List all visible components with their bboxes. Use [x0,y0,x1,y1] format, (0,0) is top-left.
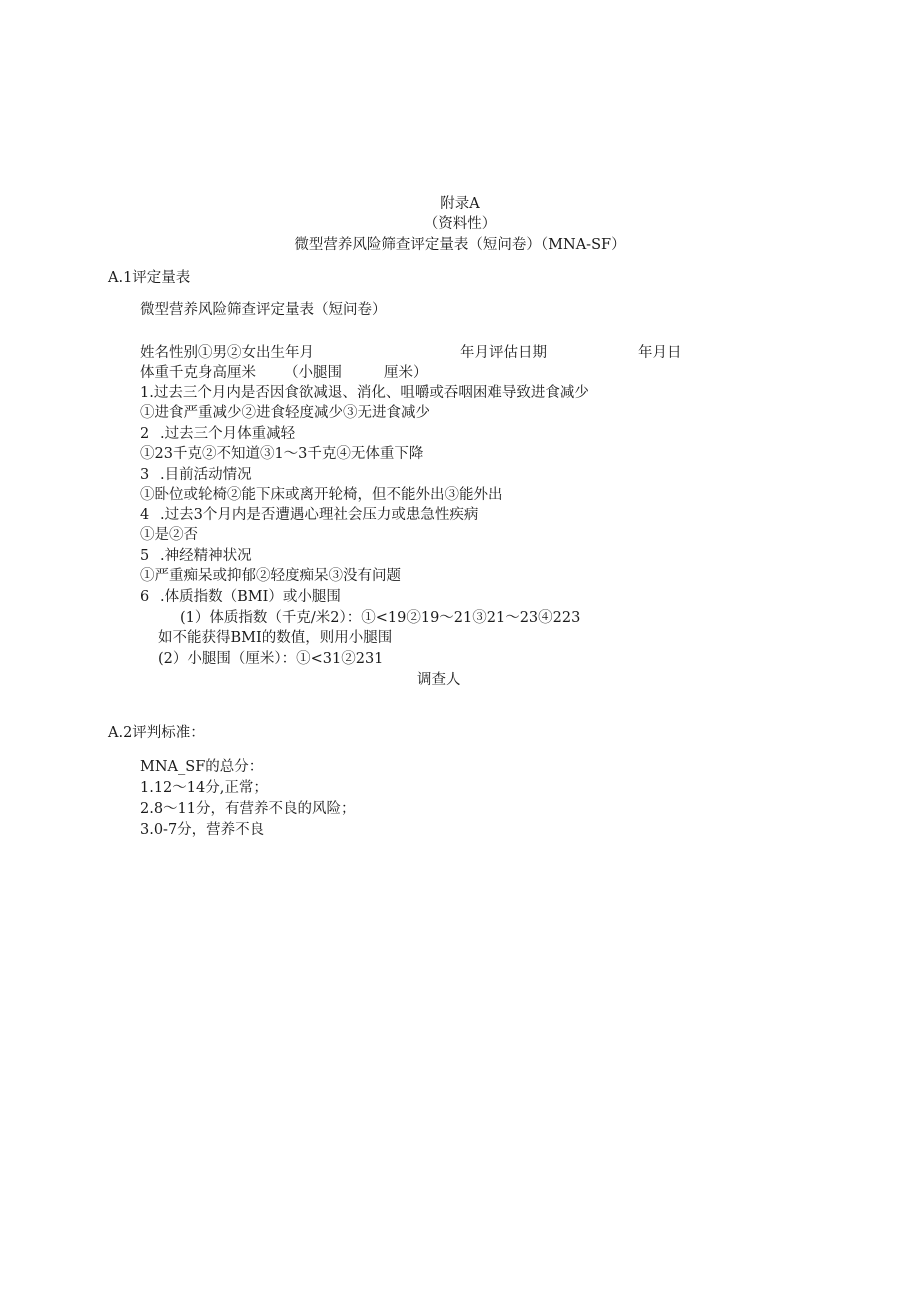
criterion-risk: 2.8〜11分，有营养不良的风险； [140,801,356,817]
question-4-text: .过去3个月内是否遭遇心理社会压力或患急性疾病 [160,507,479,523]
date-suffix-label: 年月日 [638,345,682,361]
question-1-options: ①进食严重减少②进食轻度减少③无进食减少 [140,405,430,421]
question-6-number: 6 [140,589,150,605]
cm-label: 厘米） [384,365,428,381]
question-2-options: ①23千克②不知道③1〜3千克④无体重下降 [140,446,424,462]
calf-label: （小腿围 [284,365,342,381]
question-5-options: ①严重痴呆或抑郁②轻度痴呆③没有问题 [140,568,401,584]
question-6-text: .体质指数（BMI）或小腿围 [160,589,341,605]
question-1: 1.过去三个月内是否因食欲减退、消化、咀嚼或吞咽困难导致进食减少 [140,385,589,401]
assessment-date-label: 年月评估日期 [460,345,547,361]
appendix-label: 附录A [440,196,480,212]
question-3-options: ①卧位或轮椅②能下床或离开轮椅，但不能外出③能外出 [140,487,503,503]
question-5-number: 5 [140,548,150,564]
question-2-text: .过去三个月体重减轻 [160,426,296,442]
section-a2-heading: A.2评判标准： [108,725,205,741]
name-gender-birth-label: 姓名性别①男②女出生年月 [140,345,314,361]
investigator-label: 调查人 [417,672,461,688]
question-6-calf-options: (2）小腿围（厘米）：①<31②231 [158,651,384,667]
weight-height-label: 体重千克身高厘米 [140,365,256,381]
question-3-number: 3 [140,467,150,483]
section-a1-heading: A.1评定量表 [108,270,191,286]
question-6-note: 如不能获得BMI的数值，则用小腿围 [158,630,393,646]
criterion-malnutrition: 3.0-7分，营养不良 [140,822,265,838]
appendix-nature: （资料性） [423,216,497,232]
question-3-text: .目前活动情况 [160,467,252,483]
question-6-bmi-options: (1）体质指数（千克/米2）：①<19②19〜21③21〜23④223 [180,610,581,626]
question-4-options: ①是②否 [140,527,198,543]
total-score-label: MNA_SF的总分： [140,759,264,775]
question-4-number: 4 [140,507,150,523]
form-title: 微型营养风险筛查评定量表（短问卷） [140,302,387,318]
question-5-text: .神经精神状况 [160,548,252,564]
document-title: 微型营养风险筛查评定量表（短问卷）（MNA-SF） [294,237,626,253]
question-2-number: 2 [140,426,150,442]
criterion-normal: 1.12〜14分,正常； [140,780,268,796]
